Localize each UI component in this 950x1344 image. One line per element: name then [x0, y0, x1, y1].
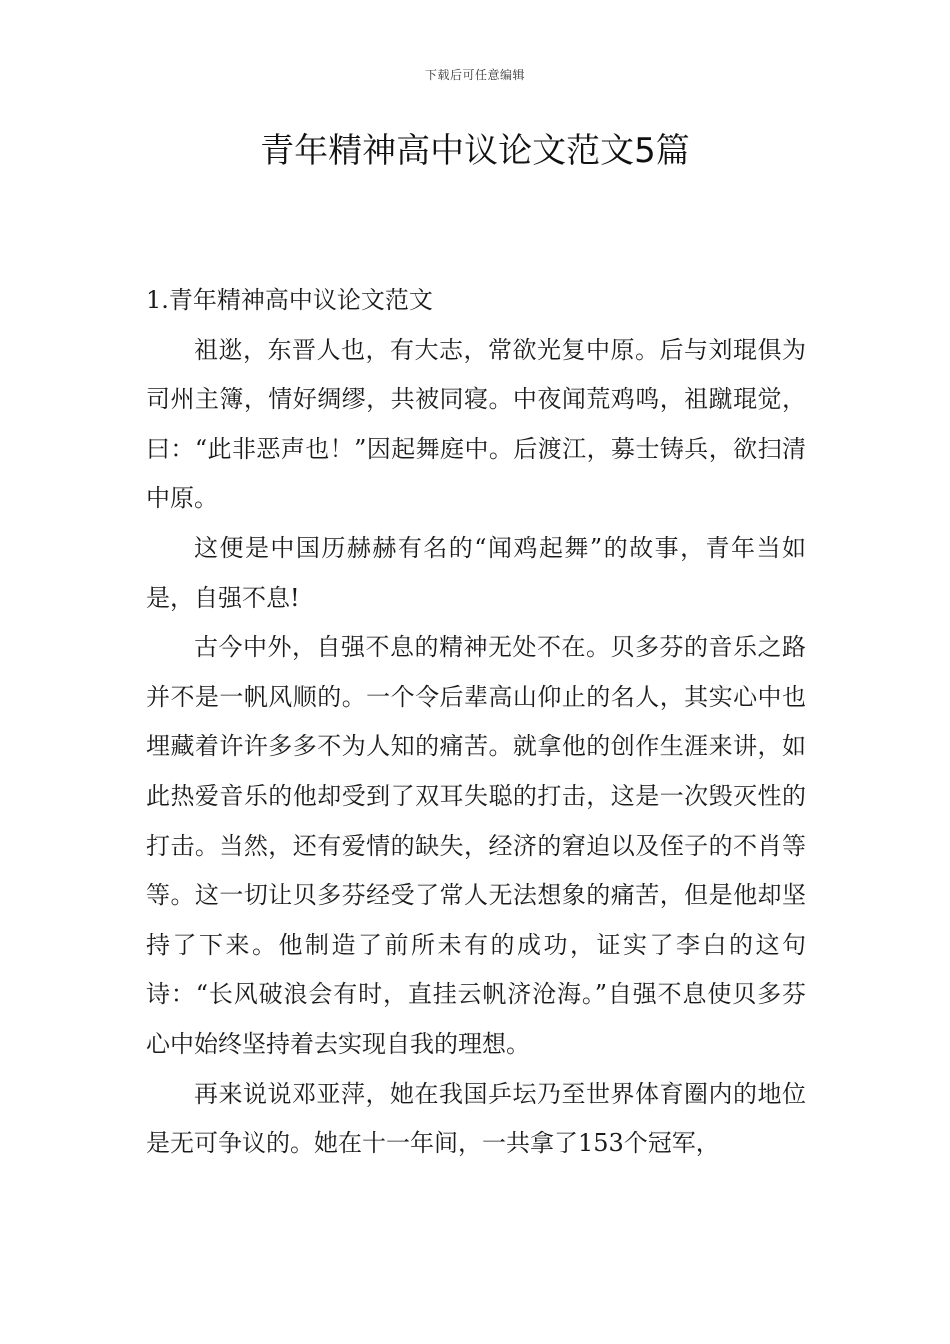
section-heading: 1.青年精神高中议论文范文 — [146, 286, 433, 314]
paragraph: 古今中外，自强不息的精神无处不在。贝多芬的音乐之路并不是一帆风顺的。一个令后辈高山仰止的名人，其实心中也埋藏着许许多多不为人知的痛苦。就拿他的创作生涯来讲，如此热爱音乐的他却受到了双耳失聪的打击，这是一次毁灭性的打击。当然，还有爱情的缺失，经济的窘迫以及侄子的不肖等等。这一切让贝多芬经受了常人无法想象的痛苦，但是他却坚持了下来。他制造了前所未有的成功，证实了李白的这句诗：“长风破浪会有时，直挂云帆济沧海。”自强不息使贝多芬心中始终坚持着去实现自我的理想。 — [146, 633, 806, 1058]
header-note: 下载后可任意编辑 — [424, 68, 525, 82]
paragraph: 这便是中国历赫赫有名的“闻鸡起舞”的故事，青年当如是，自强不息! — [146, 533, 806, 612]
paragraph: 再来说说邓亚萍，她在我国乒坛乃至世界体育圈内的地位是无可争议的。她在十一年间，一共拿了153个冠军， — [146, 1079, 806, 1158]
document-title: 青年精神高中议论文范文5篇 — [260, 131, 690, 171]
paragraph: 祖逖，东晋人也，有大志，常欲光复中原。后与刘琨俱为司州主簿，情好绸缪，共被同寝。中夜闻荒鸡鸣，祖蹴琨觉，曰：“此非恶声也！”因起舞庭中。后渡江，募士铸兵，欲扫清中原。 — [146, 335, 806, 513]
document-body — [146, 276, 806, 1169]
